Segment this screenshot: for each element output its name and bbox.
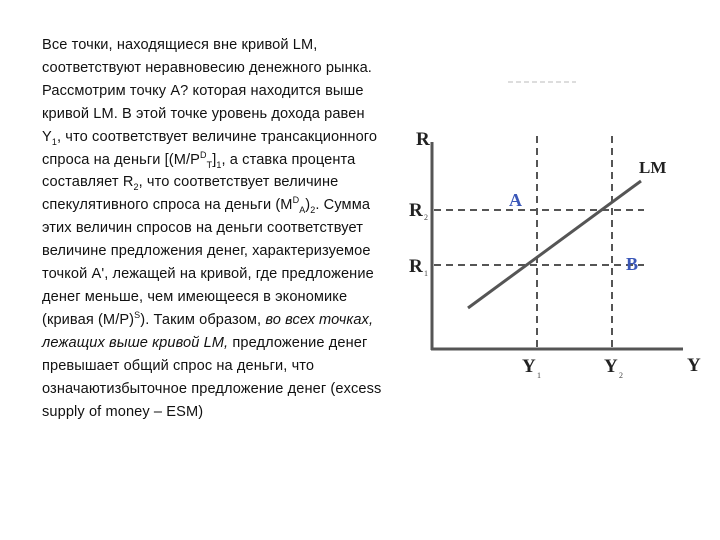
point-b-label: B bbox=[626, 254, 639, 274]
y-axis-label: Y bbox=[687, 355, 701, 376]
lm-curve-diagram bbox=[398, 66, 720, 396]
italic-conclusion: во всех точках, лежащих выше кривой LM, bbox=[42, 311, 374, 351]
y2-label: Y bbox=[604, 356, 618, 377]
explanation-text bbox=[42, 34, 387, 423]
r2-subscript: 2 bbox=[424, 213, 428, 222]
y1-subscript: 1 bbox=[537, 371, 541, 380]
point-a-label: A bbox=[509, 190, 522, 210]
r1-subscript: 1 bbox=[424, 269, 428, 278]
lm-curve bbox=[468, 181, 641, 308]
lm-label: LM bbox=[639, 158, 667, 177]
y2-subscript: 2 bbox=[619, 371, 623, 380]
explanation-paragraph: Все точки, находящиеся вне кривой LM, соответствуют неравновесию денежного рынка. Рассмотрим точку А? которая находится выше кривой LM. В этой точке уровень дохода равен $Y_1$, что соответствует величине трансакционного спроса на деньги [$(M/P^D_T]_1$, а ставка процента составляет $R_2$, что соответствует величине спекулятивного спроса на деньги $(M^D_A)_2$. Сумма этих величин спросов на деньги соответствует величине предложения денег, характеризуемое точкой А', лежащей на кривой, где предложение денег меньше, чем имеющееся в экономике (кривая $(M/P)^S$). Таким образом, во всех точках, лежащих выше кривой LM, предложение денег превышает общий спрос на деньги, что означаютизбыточное предложение денег (excess supply of money – ESM) bbox=[42, 37, 382, 420]
r2-label: R bbox=[409, 200, 423, 221]
r-axis-label: R bbox=[416, 129, 430, 150]
y1-label: Y bbox=[522, 356, 536, 377]
r1-label: R bbox=[409, 256, 423, 277]
